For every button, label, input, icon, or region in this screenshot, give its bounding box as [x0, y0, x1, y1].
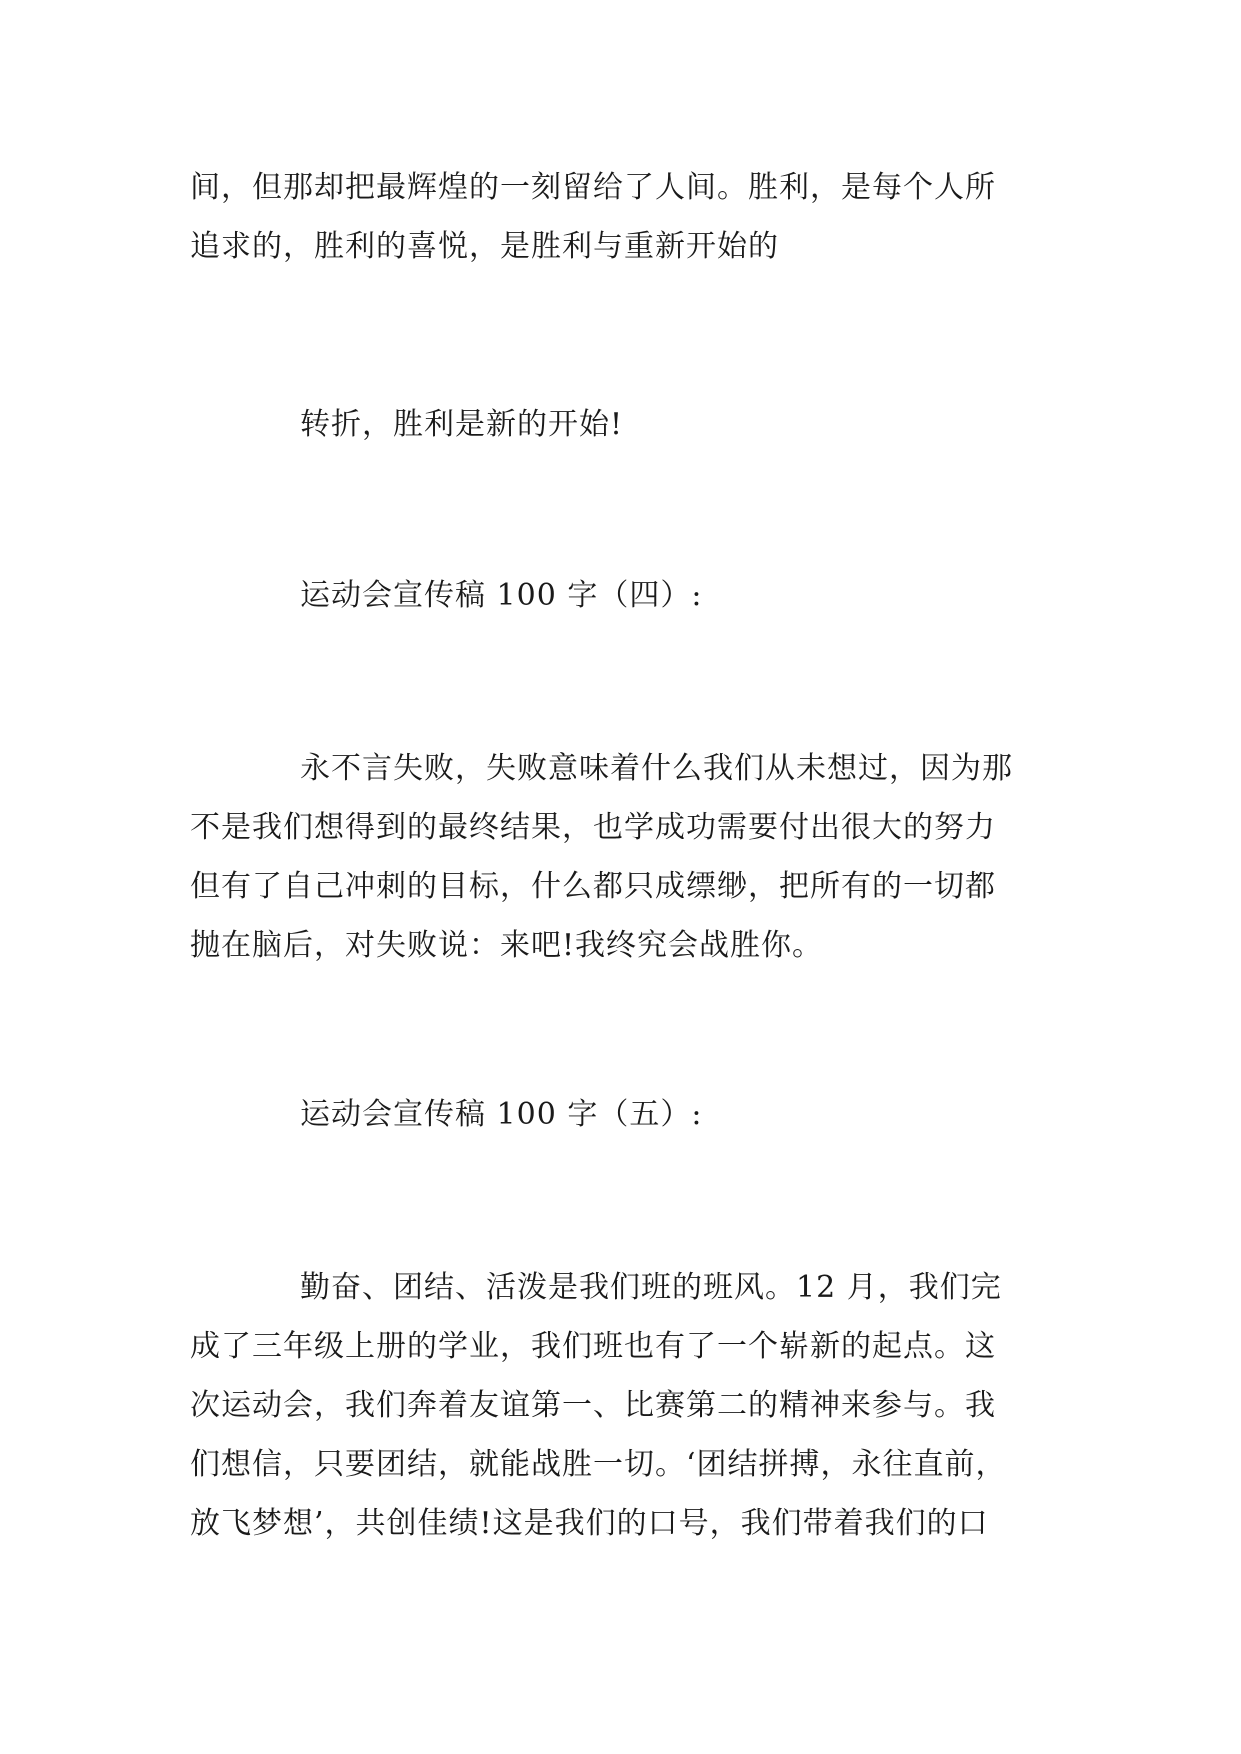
text-line: 追求的，胜利的喜悦，是胜利与重新开始的: [190, 229, 779, 264]
text-line: 放飞梦想’，共创佳绩!这是我们的口号，我们带着我们的口: [190, 1506, 989, 1541]
section-heading-four: [190, 566, 1070, 625]
text-line: 但有了自己冲刺的目标，什么都只成缥缈，把所有的一切都: [190, 869, 996, 904]
heading-text: 运动会宣传稿 100 字（四）:: [300, 578, 703, 613]
text-line: 不是我们想得到的最终结果，也学成功需要付出很大的努力: [190, 810, 996, 845]
text-line: 们想信，只要团结，就能战胜一切。‘团结拼搏，永往直前，: [190, 1447, 1007, 1482]
text-line: 勤奋、团结、活泼是我们班的班风。12 月，我们完: [300, 1270, 1002, 1305]
paragraph: [190, 739, 1070, 975]
text-line: 抛在脑后，对失败说：来吧!我终究会战胜你。: [190, 928, 824, 963]
text-line: 永不言失败，失败意味着什么我们从未想过，因为那: [300, 751, 1013, 786]
text-line: 成了三年级上册的学业，我们班也有了一个崭新的起点。这: [190, 1329, 996, 1364]
paragraph: [190, 1258, 1070, 1553]
text-line: 转折，胜利是新的开始!: [300, 407, 624, 442]
paragraph-continuation: [190, 158, 1070, 276]
heading-text: 运动会宣传稿 100 字（五）:: [300, 1097, 703, 1132]
paragraph: [190, 395, 1070, 454]
text-line: 间，但那却把最辉煌的一刻留给了人间。胜利，是每个人所: [190, 170, 996, 205]
section-heading-five: [190, 1085, 1070, 1144]
text-line: 次运动会，我们奔着友谊第一、比赛第二的精神来参与。我: [190, 1388, 996, 1423]
